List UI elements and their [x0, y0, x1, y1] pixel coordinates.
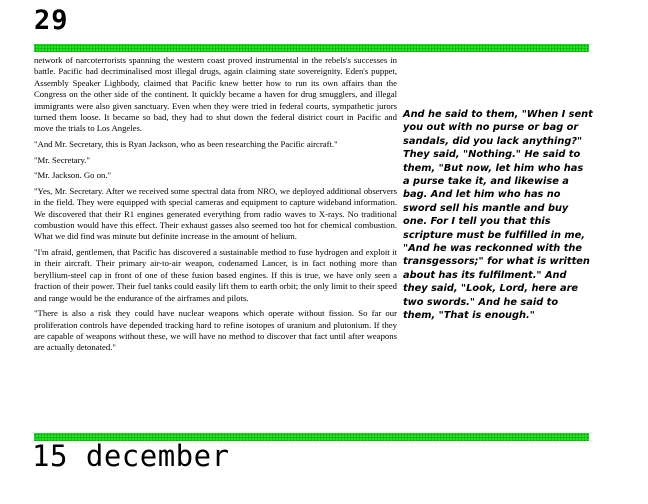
- body-paragraph: "I'm afraid, gentlemen, that Pacific has discovered a sustainable method to fuse hydrogen and exploit it in their aircraft. Their primary air-to-air weapon, codenamed Lancer, is in fact nothing more than beryllium-steel cap in front of one of these fusion based engines. If this is true, we have only seen a fraction of their power. Their fuel tanks could easily lift them to earth orbit; the only limit to their speed and range would be the endurance of the airframes and pilots.: [34, 247, 397, 303]
- body-paragraph: "There is also a risk they could have nuclear weapons which operate without fission. So far our proliferation controls have depended tracking hard to refine isotopes of uranium and plutonium. If they are capable of weapons without these, we will have no method to discover that fact until after weapons are actually detonated.": [34, 308, 397, 353]
- body-paragraph: "Mr. Secretary.": [34, 154, 90, 165]
- body-paragraph: "Mr. Jackson. Go on.": [34, 170, 112, 181]
- body-paragraph: "And Mr. Secretary, this is Ryan Jackson, who as been researching the Pacific aircraft.": [34, 139, 338, 150]
- page-number: 29: [34, 5, 69, 36]
- body-paragraph: network of narcoterrorists spanning the western coast proved instrumental in the rebels's successes in battle. Pacific had decriminalised most illegal drugs, again claiming state sovereignity. Eden's puppet, Assembly Speaker Lighbody, claimed that Pacific knew better how to run its own affairs than the Congress on the other side of the continent. It quickly became a haven for drug smugglers, and illegal immigrants were also given sanctuary. Even when they were tried in federal courts, sympathetic jurors turned them loose. It became so bad, they had to shut down the federal district court in Pacific and move the trials to Los Angeles.: [34, 55, 397, 134]
- top-divider: [34, 44, 589, 52]
- scripture-quote: And he said to them, "When I sent you out with no purse or bag or sandals, did you lack anything?" They said, "Nothing." He said to them, "But now, let him who has a purse take it, and likewise a bag. And let him who has no sword sell his mantle and buy one. For I tell you that this scripture must be fulfilled in me, "And he was reckonned with the transgessors;" for what is written about has its fulfilment." And they said, "Look, Lord, here are two swords." And he said to them, "That is enough.": [403, 109, 593, 322]
- date-label: 15 december: [32, 439, 230, 473]
- body-paragraph: "Yes, Mr. Secretary. After we received some spectral data from NRO, we deployed additional observers in the field. They were equipped with special cameras and equipment to capture wideband information. We discovered that their R1 engines generated everything from radio waves to X-rays. No traditional combustion would have this effect. Their exhaust gasses also seemed too hot for chemical combustion. What we did find was minute but definite increase in the amount of helium.: [34, 185, 397, 242]
- body-text: [34, 55, 397, 358]
